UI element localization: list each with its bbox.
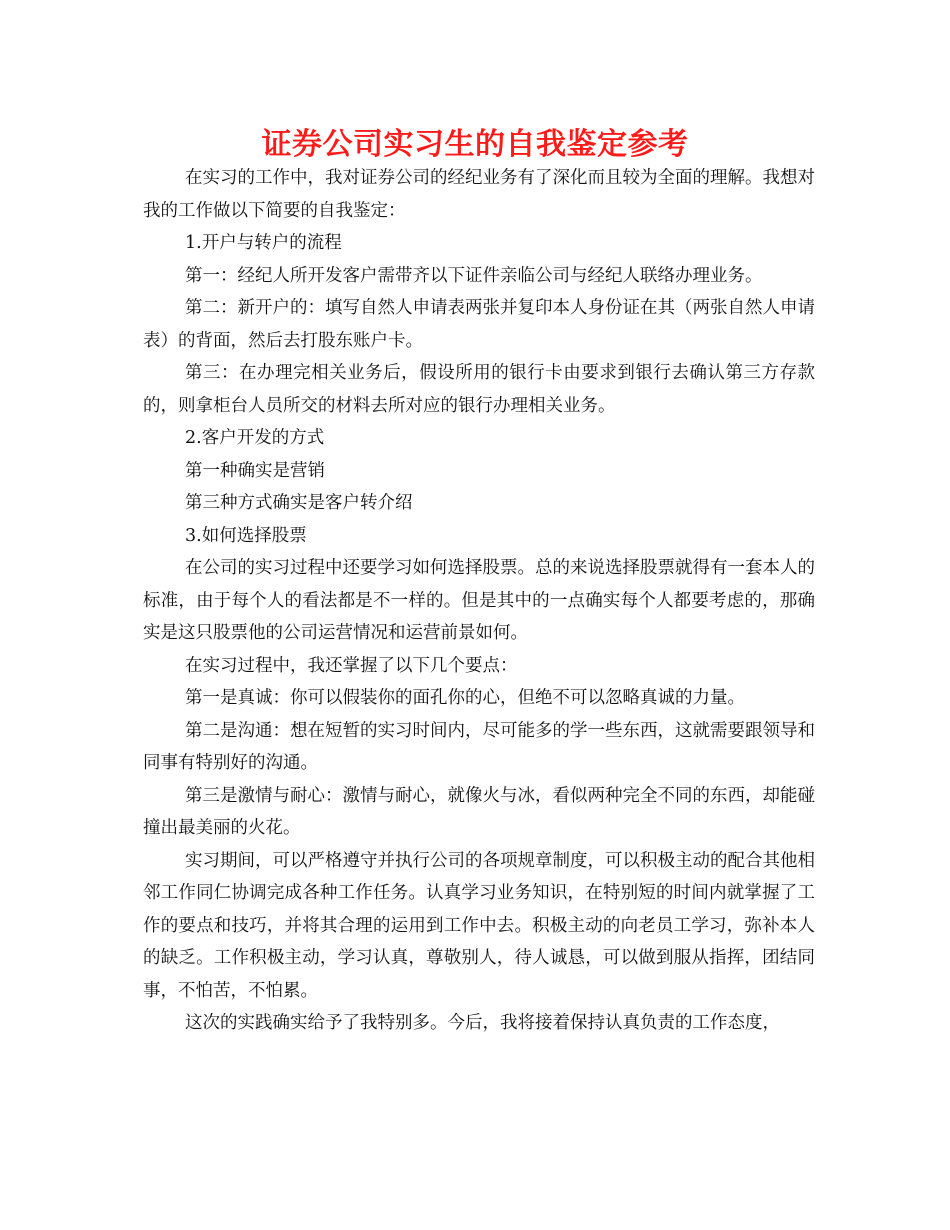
- paragraph-step-2: 第二：新开户的：填写自然人申请表两张并复印本人身份证在其（两张自然人申请表）的背面，然后去打股东账户卡。: [143, 298, 815, 351]
- paragraph-intro: 在实习的工作中，我对证券公司的经纪业务有了深化而且较为全面的理解。我想对我的工作做以下简要的自我鉴定：: [143, 168, 815, 221]
- paragraph-key-points-intro: 在实习过程中，我还掌握了以下几个要点：: [185, 655, 518, 676]
- document-body: [143, 162, 815, 1040]
- document-title: 证券公司实习生的自我鉴定参考: [261, 127, 689, 162]
- section-heading-stock-selection: 3.如何选择股票: [185, 525, 307, 546]
- section-heading-account-process: 1.开户与转户的流程: [185, 233, 342, 253]
- paragraph-key-point-sincerity: 第一是真诚：你可以假装你的面孔你的心，但绝不可以忽略真诚的力量。: [185, 688, 745, 708]
- section-heading-client-development: 2.客户开发的方式: [185, 428, 325, 448]
- paragraph-conclusion: 这次的实践确实给予了我特别多。今后，我将接着保持认真负责的工作态度，: [185, 1013, 780, 1033]
- paragraph-step-3: 第三：在办理完相关业务后，假设所用的银行卡由要求到银行去确认第三方存款的，则拿柜台人员所交的材料去所对应的银行办理相关业务。: [143, 363, 815, 416]
- paragraph-method-1: 第一种确实是营销: [185, 460, 325, 481]
- paragraph-key-point-passion: 第三是激情与耐心：激情与耐心，就像火与冰，看似两种完全不同的东西，却能碰撞出最美丽的火花。: [143, 785, 815, 838]
- paragraph-stock-selection: 在公司的实习过程中还要学习如何选择股票。总的来说选择股票就得有一套本人的标准，由于每个人的看法都是不一样的。但是其中的一点确实每个人都要考虑的，那确实是这只股票他的公司运营情况和运营前景如何。: [143, 558, 815, 643]
- paragraph-step-1: 第一：经纪人所开发客户需带齐以下证件亲临公司与经纪人联络办理业务。: [185, 265, 763, 286]
- paragraph-key-point-communication: 第二是沟通：想在短暂的实习时间内，尽可能多的学一些东西，这就需要跟领导和同事有特别好的沟通。: [143, 720, 815, 773]
- paragraph-method-3: 第三种方式确实是客户转介绍: [185, 493, 413, 513]
- paragraph-internship-summary: 实习期间，可以严格遵守并执行公司的各项规章制度，可以积极主动的配合其他相邻工作同仁协调完成各种工作任务。认真学习业务知识，在特别短的时间内就掌握了工作的要点和技巧，并将其合理的运用到工作中去。积极主动的向老员工学习，弥补本人的缺乏。工作积极主动，学习认真，尊敬别人，待人诚恳，可以做到服从指挥，团结同事，不怕苦，不怕累。: [143, 850, 815, 1001]
